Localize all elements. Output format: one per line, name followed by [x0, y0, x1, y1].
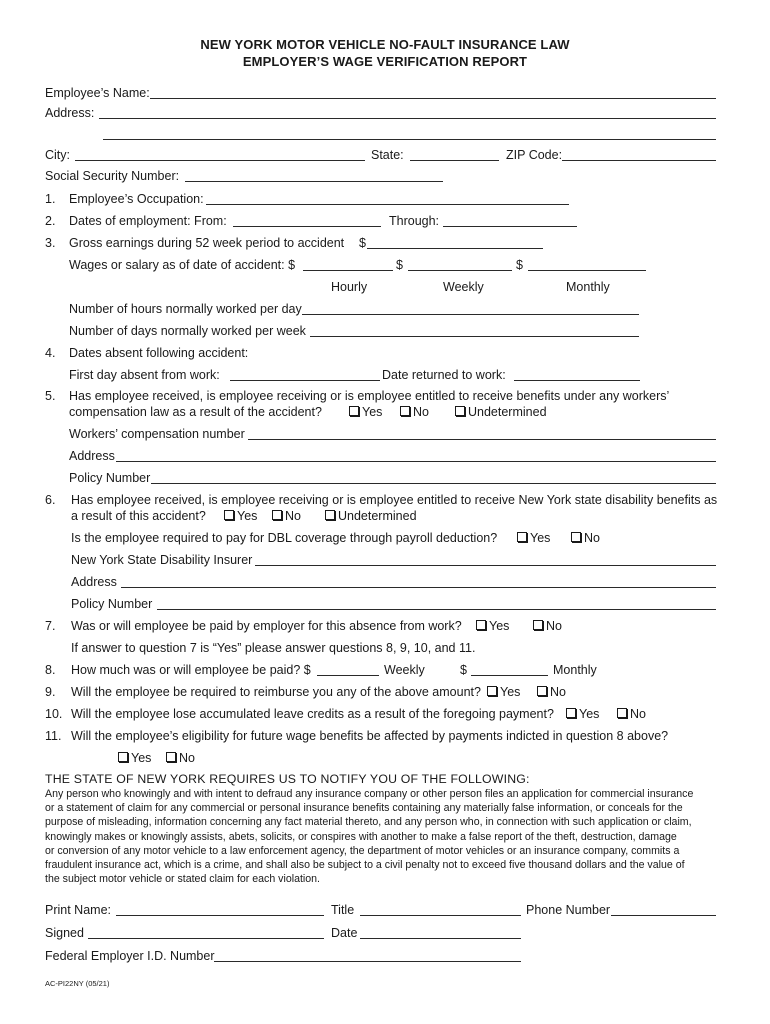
title-field[interactable]	[360, 915, 521, 916]
fein-field[interactable]	[214, 961, 521, 962]
checkbox-icon[interactable]	[224, 510, 234, 520]
wc-address-field[interactable]	[116, 461, 716, 462]
checkbox-icon[interactable]	[118, 752, 128, 762]
q7-no-option[interactable]: No	[533, 619, 562, 633]
q11-number: 11.	[45, 729, 62, 743]
q7-label: Was or will employee be paid by employer for this absence from work?	[71, 619, 462, 633]
notice-heading: THE STATE OF NEW YORK REQUIRES US TO NOTIFY YOU OF THE FOLLOWING:	[45, 772, 530, 786]
print-name-label: Print Name:	[45, 903, 111, 917]
q10-number: 10.	[45, 707, 63, 721]
checkbox-icon[interactable]	[476, 620, 486, 630]
q8-label: How much was or will employee be paid? $	[71, 663, 311, 677]
q1-number: 1.	[45, 192, 56, 206]
form-subtitle: EMPLOYER’S WAGE VERIFICATION REPORT	[242, 54, 528, 69]
signed-label: Signed	[45, 926, 84, 940]
checkbox-icon[interactable]	[455, 406, 465, 416]
q11-yes-option[interactable]: Yes	[118, 751, 151, 765]
q3-number: 3.	[45, 236, 56, 250]
q9-label: Will the employee be required to reimburse you any of the above amount?	[71, 685, 481, 699]
disability-address-field[interactable]	[121, 587, 716, 588]
notice-line: knowingly makes or knowingly assists, abets, solicits, or conspires with another to make a false report of the theft, destruction, damage	[45, 830, 677, 843]
q9-number: 9.	[45, 685, 56, 699]
q2-number: 2.	[45, 214, 56, 228]
form-number: AC-PI22NY (05/21)	[45, 979, 110, 988]
dbl-question: Is the employee required to pay for DBL coverage through payroll deduction?	[71, 531, 498, 545]
disability-policy-label: Policy Number	[71, 597, 153, 611]
disability-address-label: Address	[71, 575, 117, 589]
dbl-yes-option[interactable]: Yes	[517, 531, 550, 545]
q3-gross-label: Gross earnings during 52 week period to accident	[69, 236, 345, 250]
q3-dollar-sign: $	[359, 236, 366, 250]
q6-yes-option[interactable]: Yes	[224, 509, 257, 523]
wage-hourly-field[interactable]	[303, 270, 393, 271]
checkbox-icon[interactable]	[617, 708, 627, 718]
q8-monthly-label: Monthly	[553, 663, 597, 677]
checkbox-icon[interactable]	[517, 532, 527, 542]
date-returned-label: Date returned to work:	[382, 368, 506, 382]
q1-label: Employee’s Occupation:	[69, 192, 204, 206]
q4-label: Dates absent following accident:	[69, 346, 249, 360]
employment-through-field[interactable]	[443, 226, 577, 227]
q10-label: Will the employee lose accumulated leave credits as a result of the foregoing payment?	[71, 707, 554, 721]
q2-label: Dates of employment: From:	[69, 214, 227, 228]
notice-line: Any person who knowingly and with intent to defraud any insurance company or other person files an application for commercial insurance	[45, 788, 694, 800]
date-label: Date	[331, 926, 358, 940]
q8-weekly-label: Weekly	[384, 663, 425, 677]
days-per-week-label: Number of days normally worked per week	[69, 324, 306, 338]
paid-weekly-field[interactable]	[317, 675, 379, 676]
first-day-absent-label: First day absent from work:	[69, 368, 220, 382]
employee-name-field[interactable]	[150, 98, 716, 99]
notice-line: or a statement of claim for any commercial or personal insurance benefits containing any materially false information, or conceals for the	[45, 802, 683, 815]
ssn-label: Social Security Number:	[45, 169, 180, 183]
hourly-caption: Hourly	[331, 280, 368, 294]
disability-policy-field[interactable]	[157, 609, 716, 610]
hours-per-day-label: Number of hours normally worked per day	[69, 302, 302, 316]
wc-policy-field[interactable]	[151, 483, 716, 484]
q5-yes-option[interactable]: Yes	[349, 405, 382, 419]
first-day-absent-field[interactable]	[230, 380, 380, 381]
q8-number: 8.	[45, 663, 56, 677]
q11-no-option[interactable]: No	[166, 751, 195, 765]
q6-undetermined-option[interactable]: Undetermined	[325, 509, 417, 523]
wage-weekly-field[interactable]	[408, 270, 512, 271]
fraud-notice	[45, 787, 735, 886]
address-field-2[interactable]	[103, 139, 716, 140]
phone-label: Phone Number	[526, 903, 611, 917]
q6-line1: Has employee received, is employee receiving or is employee entitled to receive New York state disability benefits as	[71, 493, 718, 507]
address-field-1[interactable]	[99, 118, 716, 119]
monthly-caption: Monthly	[566, 280, 610, 294]
gross-earnings-field[interactable]	[367, 248, 543, 249]
fein-label: Federal Employer I.D. Number	[45, 949, 215, 963]
q9-yes-option[interactable]: Yes	[487, 685, 520, 699]
phone-field[interactable]	[611, 915, 716, 916]
ssn-field[interactable]	[185, 181, 443, 182]
checkbox-icon[interactable]	[349, 406, 359, 416]
q3-wages-label: Wages or salary as of date of accident: $	[69, 258, 296, 272]
checkbox-icon[interactable]	[325, 510, 335, 520]
date-field[interactable]	[360, 938, 521, 939]
state-field[interactable]	[410, 160, 499, 161]
q5-line2: compensation law as a result of the accident?	[69, 405, 322, 419]
q8-dollar: $	[460, 663, 467, 677]
zip-label: ZIP Code:	[506, 148, 563, 162]
form-title: NEW YORK MOTOR VEHICLE NO-FAULT INSURANCE LAW	[200, 37, 570, 52]
city-field[interactable]	[75, 160, 365, 161]
q7-number: 7.	[45, 619, 56, 633]
q3-dollar-weekly: $	[396, 258, 403, 272]
wc-number-field[interactable]	[248, 439, 716, 440]
hours-per-day-field[interactable]	[302, 314, 639, 315]
paid-monthly-field[interactable]	[471, 675, 548, 676]
dbl-no-option[interactable]: No	[571, 531, 600, 545]
q6-line2: a result of this accident?	[71, 509, 206, 523]
q5-number: 5.	[45, 389, 56, 403]
notice-line: or conversion of any motor vehicle to a law enforcement agency, the department of motor vehicles or an insurance company, commits a	[45, 844, 680, 857]
checkbox-icon[interactable]	[166, 752, 176, 762]
wc-number-label: Workers’ compensation number	[69, 427, 245, 441]
address-label: Address:	[45, 106, 95, 120]
title-label: Title	[331, 903, 355, 917]
print-name-field[interactable]	[116, 915, 324, 916]
checkbox-icon[interactable]	[400, 406, 410, 416]
q9-no-option[interactable]: No	[537, 685, 566, 699]
notice-line: purpose of misleading, information concerning any fact material thereto, and any person who, in connection with such application or claim,	[45, 816, 692, 829]
checkbox-icon[interactable]	[487, 686, 497, 696]
q7-note: If answer to question 7 is “Yes” please answer questions 8, 9, 10, and 11.	[71, 641, 476, 655]
q5-no-option[interactable]: No	[400, 405, 429, 419]
q10-no-option[interactable]: No	[617, 707, 646, 721]
q4-number: 4.	[45, 346, 56, 360]
state-label: State:	[371, 148, 404, 162]
notice-line: fraudulent insurance act, which is a crime, and shall also be subject to a civil penalty not to exceed five thousand dollars and the value of	[45, 859, 685, 872]
days-per-week-field[interactable]	[310, 336, 639, 337]
notice-line: the subject motor vehicle or stated claim for each violation.	[45, 873, 320, 886]
wage-monthly-field[interactable]	[528, 270, 646, 271]
q6-number: 6.	[45, 493, 56, 507]
q6-no-option[interactable]: No	[272, 509, 301, 523]
q7-yes-option[interactable]: Yes	[476, 619, 509, 633]
checkbox-icon[interactable]	[566, 708, 576, 718]
employment-from-field[interactable]	[233, 226, 381, 227]
checkbox-icon[interactable]	[533, 620, 543, 630]
zip-field[interactable]	[562, 160, 716, 161]
checkbox-icon[interactable]	[571, 532, 581, 542]
employee-name-label: Employee’s Name:	[45, 86, 150, 100]
date-returned-field[interactable]	[514, 380, 640, 381]
q10-yes-option[interactable]: Yes	[566, 707, 599, 721]
wc-policy-label: Policy Number	[69, 471, 151, 485]
q5-line1: Has employee received, is employee receiving or is employee entitled to receive benefits under any workers’	[69, 389, 670, 403]
wc-address-label: Address	[69, 449, 115, 463]
city-label: City:	[45, 148, 70, 162]
occupation-field[interactable]	[206, 204, 569, 205]
signature-field[interactable]	[88, 938, 324, 939]
checkbox-icon[interactable]	[537, 686, 547, 696]
weekly-caption: Weekly	[443, 280, 484, 294]
q11-label: Will the employee’s eligibility for future wage benefits be affected by payments indicted in question 8 above?	[71, 729, 669, 743]
q3-dollar-monthly: $	[516, 258, 523, 272]
q2-through-label: Through:	[389, 214, 440, 228]
checkbox-icon[interactable]	[272, 510, 282, 520]
q5-undetermined-option[interactable]: Undetermined	[455, 405, 547, 419]
disability-insurer-label: New York State Disability Insurer	[71, 553, 253, 567]
disability-insurer-field[interactable]	[255, 565, 716, 566]
